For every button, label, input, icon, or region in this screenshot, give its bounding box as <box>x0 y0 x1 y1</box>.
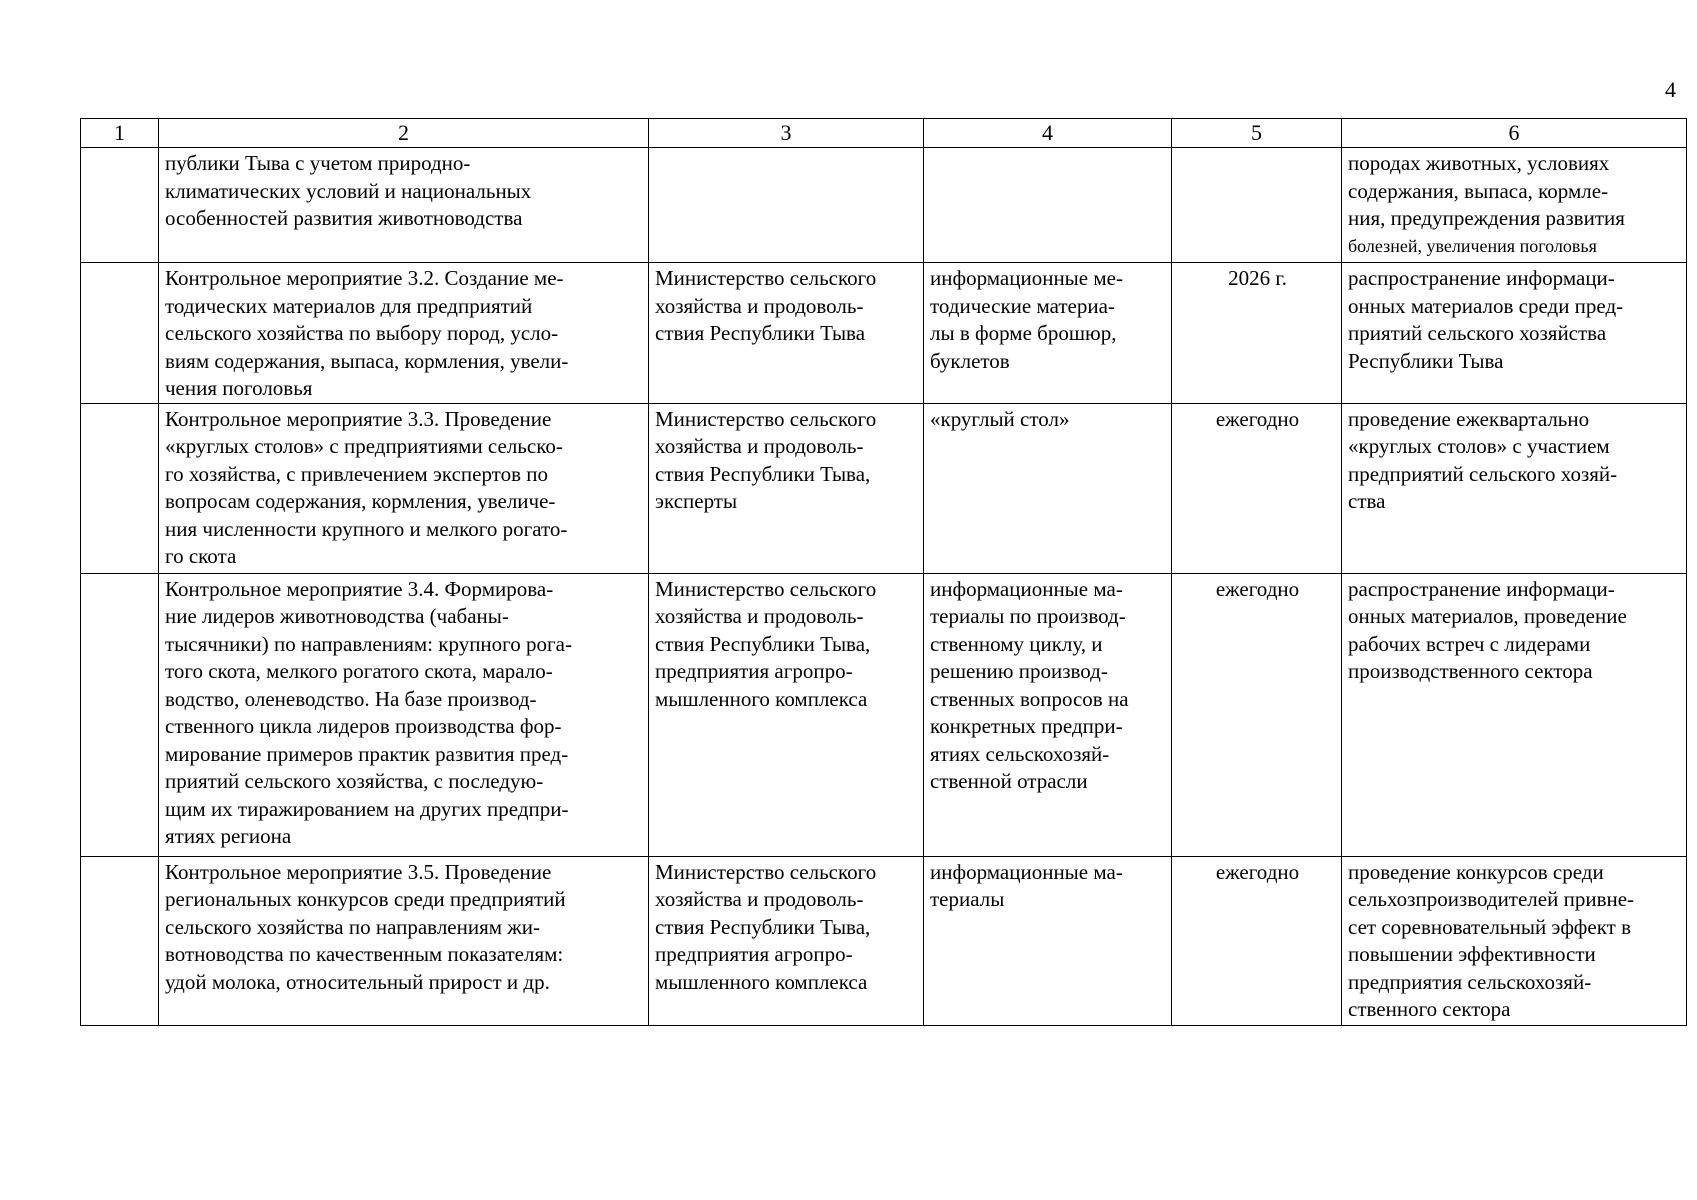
expected-effect-cell <box>1342 573 1687 856</box>
deadline-cell <box>1172 148 1342 263</box>
cell-line: предприятия агропро- <box>655 942 853 966</box>
cell-line: вопросам содержания, кормления, увеличе- <box>165 489 556 513</box>
cell-line: удой молока, относительный прирост и др. <box>165 969 550 994</box>
cell-line: лы в форме брошюр, <box>930 321 1117 345</box>
table-row <box>81 263 1687 404</box>
table-row <box>81 856 1687 1025</box>
cell-line: особенностей развития животноводства <box>165 206 523 230</box>
cell-line: мирование примеров практик развития пред- <box>165 741 569 766</box>
cell-line: ние лидеров животноводства (чабаны- <box>165 604 509 628</box>
cell-line: решению производ- <box>930 659 1108 683</box>
measures-table <box>80 118 1687 1026</box>
cell-line: предприятий сельского хозяй- <box>1348 461 1618 486</box>
cell-line: Министерство сельского <box>655 266 877 290</box>
responsible-cell <box>649 148 924 263</box>
cell-line: вотноводства по качественным показателям: <box>165 942 564 966</box>
cell-line: того скота, мелкого рогатого скота, марало- <box>165 659 553 683</box>
result-type-cell <box>924 148 1172 263</box>
measure-description-cell <box>159 573 649 856</box>
cell-line: ства <box>1348 489 1386 513</box>
cell-line: Министерство сельского <box>655 576 877 601</box>
cell-line: сельхозпроизводителей привне- <box>1348 887 1635 911</box>
expected-effect-cell <box>1342 403 1687 573</box>
cell-line: водство, оленеводство. На базе производ- <box>165 686 537 711</box>
cell-line: Контрольное мероприятие 3.4. Формирова- <box>165 576 554 601</box>
cell-line: ния численности крупного и мелкого рогато- <box>165 516 568 541</box>
cell-line: болезней, увеличения поголовья <box>1348 235 1597 256</box>
cell-line: онных материалов среди пред- <box>1348 293 1624 318</box>
cell-line: хозяйства и продоволь- <box>655 604 864 628</box>
cell-line: буклетов <box>930 348 1010 373</box>
cell-line: эксперты <box>655 489 738 513</box>
cell-line: предприятия агропро- <box>655 659 853 683</box>
cell-line: ственного сектора <box>1348 997 1511 1021</box>
cell-line: ственной отрасли <box>930 769 1088 793</box>
cell-line: тысячники) по направлениям: крупного рога- <box>165 631 572 656</box>
cell-line: распространение информаци- <box>1348 576 1615 601</box>
cell-line: ятиях сельскохозяй- <box>930 741 1110 766</box>
table-row <box>81 403 1687 573</box>
cell-line: конкретных предпри- <box>930 714 1123 738</box>
cell-line: ствия Республики Тыва <box>655 321 866 345</box>
row-number-cell <box>81 573 159 856</box>
row-number-cell <box>81 263 159 404</box>
cell-line: хозяйства и продоволь- <box>655 887 864 911</box>
cell-line: ствия Республики Тыва, <box>655 914 871 939</box>
table-row <box>81 573 1687 856</box>
cell-line: региональных конкурсов среди предприятий <box>165 887 566 911</box>
deadline-cell: ежегодно <box>1172 573 1342 856</box>
cell-line: ния, предупреждения развития <box>1348 206 1625 230</box>
result-type-cell <box>924 263 1172 404</box>
cell-line: Контрольное мероприятие 3.3. Проведение <box>165 406 552 431</box>
measure-description-cell <box>159 148 649 263</box>
page-number: 4 <box>1665 77 1676 102</box>
deadline-cell: ежегодно <box>1172 403 1342 573</box>
cell-line: ственного цикла лидеров производства фор- <box>165 714 562 738</box>
cell-line: повышении эффективности <box>1348 942 1596 966</box>
expected-effect-cell <box>1342 148 1687 263</box>
cell-line: информационные ме- <box>930 266 1123 290</box>
cell-line: териалы по производ- <box>930 604 1126 628</box>
responsible-cell <box>649 856 924 1025</box>
cell-line: Министерство сельского <box>655 406 877 431</box>
responsible-cell <box>649 403 924 573</box>
cell-line: сельского хозяйства по направлениям жи- <box>165 914 541 939</box>
cell-line: информационные ма- <box>930 859 1123 884</box>
cell-line: породах животных, условиях <box>1348 151 1610 175</box>
row-number-cell <box>81 403 159 573</box>
result-type-cell <box>924 856 1172 1025</box>
cell-line: производственного сектора <box>1348 659 1593 683</box>
table-header-row <box>81 119 1687 148</box>
result-type-cell <box>924 573 1172 856</box>
cell-line: предприятия сельскохозяй- <box>1348 969 1592 994</box>
table-row <box>81 148 1687 263</box>
cell-line: ствия Республики Тыва, <box>655 461 871 486</box>
cell-line: сет соревновательный эффект в <box>1348 914 1631 939</box>
cell-line: рабочих встреч с лидерами <box>1348 631 1591 656</box>
expected-effect-cell <box>1342 263 1687 404</box>
column-number-2: 2 <box>159 119 649 148</box>
cell-line: го скота <box>165 544 237 568</box>
row-number-cell <box>81 856 159 1025</box>
cell-line: «круглых столов» с участием <box>1348 434 1610 458</box>
deadline-cell: ежегодно <box>1172 856 1342 1025</box>
cell-line: проведение конкурсов среди <box>1348 859 1604 884</box>
deadline-cell: 2026 г. <box>1172 263 1342 404</box>
responsible-cell <box>649 263 924 404</box>
cell-line: хозяйства и продоволь- <box>655 434 864 458</box>
cell-line: мышленного комплекса <box>655 969 868 994</box>
cell-line: «круглый стол» <box>930 406 1070 431</box>
expected-effect-cell <box>1342 856 1687 1025</box>
cell-line: мышленного комплекса <box>655 686 868 711</box>
cell-line: териалы <box>930 887 1005 911</box>
cell-line: тодические материа- <box>930 293 1115 318</box>
cell-line: содержания, выпаса, кормле- <box>1348 178 1609 203</box>
responsible-cell <box>649 573 924 856</box>
result-type-cell <box>924 403 1172 573</box>
cell-line: Контрольное мероприятие 3.2. Создание ме- <box>165 266 564 290</box>
cell-line: ствия Республики Тыва, <box>655 631 871 656</box>
cell-line: «круглых столов» с предприятиями сельско- <box>165 434 563 458</box>
cell-line: сельского хозяйства по выбору пород, усло- <box>165 321 559 345</box>
cell-line: ственных вопросов на <box>930 686 1129 711</box>
cell-line: распространение информаци- <box>1348 266 1615 290</box>
cell-line: публики Тыва с учетом природно- <box>165 151 471 175</box>
column-number-5: 5 <box>1172 119 1342 148</box>
cell-line: Контрольное мероприятие 3.5. Проведение <box>165 859 552 884</box>
column-number-1: 1 <box>81 119 159 148</box>
cell-line: приятий сельского хозяйства <box>1348 321 1607 345</box>
cell-line: чения поголовья <box>165 376 313 400</box>
cell-line: тодических материалов для предприятий <box>165 293 533 318</box>
column-number-6: 6 <box>1342 119 1687 148</box>
column-number-3: 3 <box>649 119 924 148</box>
cell-line: Республики Тыва <box>1348 348 1504 373</box>
cell-line: онных материалов, проведение <box>1348 604 1627 628</box>
measure-description-cell <box>159 403 649 573</box>
measure-description-cell <box>159 856 649 1025</box>
cell-line: хозяйства и продоволь- <box>655 293 864 318</box>
cell-line: го хозяйства, с привлечением экспертов по <box>165 461 548 486</box>
cell-line: ственному циклу, и <box>930 631 1103 656</box>
column-number-4: 4 <box>924 119 1172 148</box>
cell-line: виям содержания, выпаса, кормления, увели- <box>165 348 569 373</box>
cell-line: информационные ма- <box>930 576 1123 601</box>
row-number-cell <box>81 148 159 263</box>
cell-line: приятий сельского хозяйства, с последую- <box>165 769 544 793</box>
cell-line: ятиях региона <box>165 824 292 848</box>
cell-line: щим их тиражированием на других предпри- <box>165 796 569 821</box>
cell-line: Министерство сельского <box>655 859 877 884</box>
cell-line: проведение ежеквартально <box>1348 406 1590 431</box>
measure-description-cell <box>159 263 649 404</box>
cell-line: климатических условий и национальных <box>165 178 532 203</box>
